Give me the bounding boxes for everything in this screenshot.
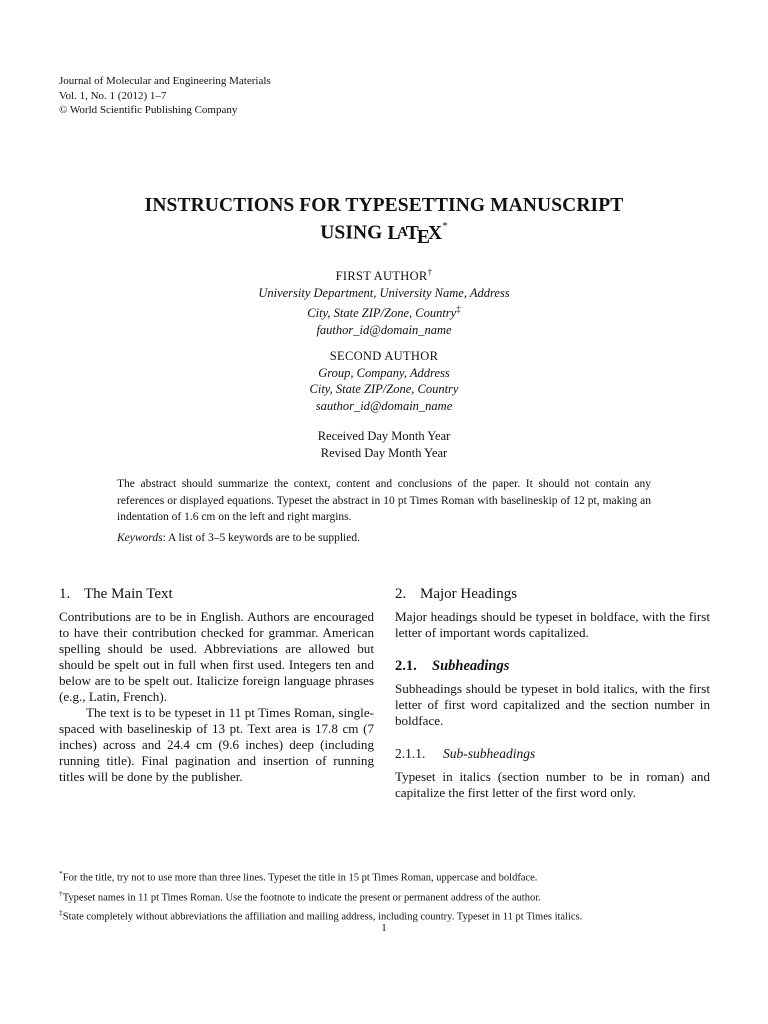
author-name: FIRST AUTHOR† <box>335 267 433 284</box>
journal-copyright: © World Scientific Publishing Company <box>59 104 238 116</box>
section-heading: 1. The Main Text <box>59 586 173 602</box>
journal-header <box>59 74 271 118</box>
author-name: SECOND AUTHOR <box>329 349 439 364</box>
author-email: fauthor_id@domain_name <box>316 322 452 337</box>
keywords-text: : A list of 3–5 keywords are to be supplied. <box>162 532 360 544</box>
author-location: City, State ZIP/Zone, Country <box>309 382 459 397</box>
section-heading: 2. Major Headings <box>395 586 518 602</box>
body-paragraph: Subheadings should be typeset in bold italics, with the first letter of first word capitalized and the section number in boldface. <box>395 681 710 728</box>
author-affiliation: Group, Company, Address <box>318 365 450 380</box>
body-paragraph: Major headings should be typeset in boldface, with the first letter of important words capitalized. <box>395 609 710 640</box>
journal-name: Journal of Molecular and Engineering Materials <box>59 75 271 87</box>
latex-logo: LATEX <box>387 222 443 248</box>
right-column <box>395 586 710 801</box>
page-number: 1 <box>381 922 387 934</box>
dates-block <box>0 428 768 461</box>
subsection-heading: 2.1. Subheadings <box>395 658 510 674</box>
footnote: ‡State completely without abbreviations the affiliation and mailing address, including country. Typeset in 11 pt Times italics. <box>59 908 583 923</box>
author-location: City, State ZIP/Zone, Country‡ <box>307 304 461 321</box>
body-paragraph: Typeset in italics (section number to be in roman) and capitalize the first letter of the first word only. <box>395 769 710 800</box>
abstract: The abstract should summarize the context, content and conclusions of the paper. It should not contain any references or displayed equations. Typeset the abstract in 10 pt Times Roman with baselineskip of 12 pt, making an indentation of 1.6 cm on the left and right margins. <box>117 478 651 524</box>
footnotes <box>59 866 714 925</box>
keywords-label: Keywords <box>117 532 163 544</box>
author-affiliation: University Department, University Name, Address <box>258 285 510 300</box>
paper-title-line2 <box>0 217 768 247</box>
footnote: *For the title, try not to use more than three lines. Typeset the title in 15 pt Times Roman, uppercase and boldface. <box>59 869 538 884</box>
title-prefix: USING <box>320 222 383 244</box>
body-paragraph: Contributions are to be in English. Authors are encouraged to have their contribution checked for grammar. American spelling should be used. Abbreviations are allowed but should be spelt out in full when first used. Integers ten and below are to be spelt out. Italicize foreign language phrases (e.g., Latin, French). <box>59 609 374 704</box>
subsubsection-heading: 2.1.1. Sub-subheadings <box>395 746 536 761</box>
author-email: sauthor_id@domain_name <box>315 398 453 413</box>
keywords <box>117 532 360 544</box>
body-paragraph: The text is to be typeset in 11 pt Times Roman, single-spaced with baselineskip of 13 pt. Text area is 17.8 cm (7 inches) across and 24.4 cm (9.6 inches) deep (including running title). Final pagination and insertion of running titles will be done by the publisher. <box>59 705 374 784</box>
received-date: Received Day Month Year <box>317 429 451 444</box>
revised-date: Revised Day Month Year <box>320 445 448 460</box>
footnote: †Typeset names in 11 pt Times Roman. Use the footnote to indicate the present or permanent address of the author. <box>59 888 541 903</box>
journal-volume: Vol. 1, No. 1 (2012) 1–7 <box>59 89 167 102</box>
title-block <box>0 194 768 247</box>
title-footnote-mark: * <box>442 220 448 232</box>
authors-block <box>0 264 768 461</box>
paper-title-line1: INSTRUCTIONS FOR TYPESETTING MANUSCRIPT <box>144 195 624 216</box>
left-column <box>59 586 374 785</box>
